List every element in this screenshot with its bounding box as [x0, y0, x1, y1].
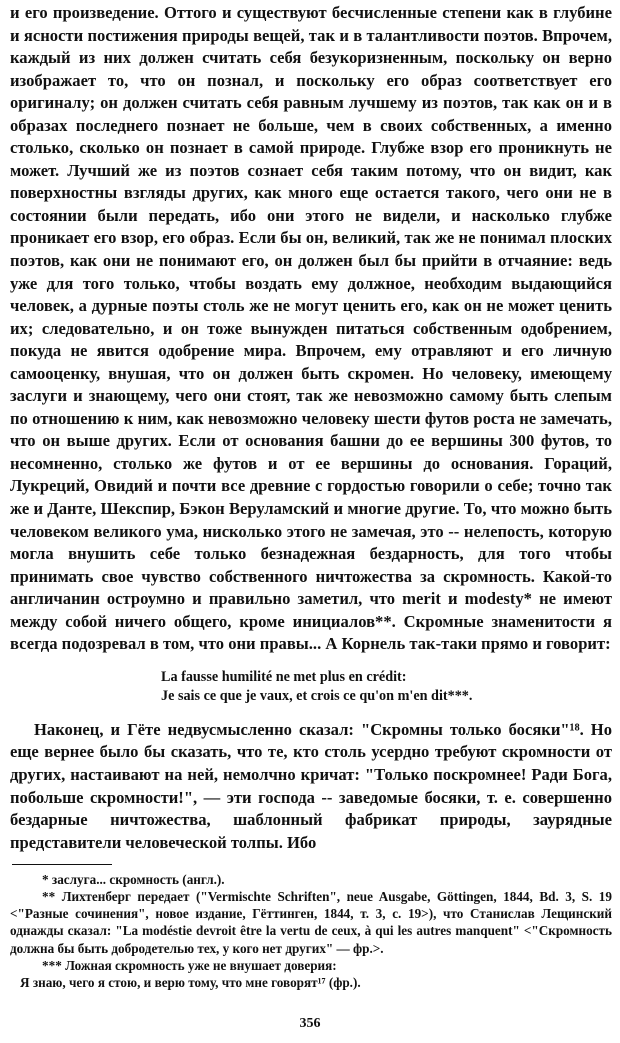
footnote-2: ** Лихтенберг передает ("Vermischte Schriften", neue Ausgabe, Göttingen, 1844, Bd. 3, S. 19 <"Разные сочинения", новое издание, Гёттинген, 1844, т. 3, с. 19>), что Станислав Лещинский однажды сказал: "La modéstie devroit être la vertu de ceux, à qui les autres manquent" <"Скромность должна бы быть добродетелью тех, у кого нет других" — фр.>.: [10, 889, 612, 956]
quote-line-1: La fausse humilité ne met plus en crédit:: [161, 668, 407, 685]
main-text: [10, 2, 612, 854]
french-verse-quote: [161, 668, 612, 706]
footnotes: [10, 871, 612, 991]
body-paragraph-2: Наконец, и Гёте недвусмысленно сказал: "Скромны только босяки"¹⁸. Но еще вернее было бы сказать, что те, кто столь усердно требуют скромности от других, настаивают на ней, немолчно кричат: "Только поскромнее! Ради Бога, побольше скромности!", — эти господа -- заведомые босяки, т. е. совершенно бездарные ничтожества, шаблонный фабрикат природы, заурядные представители человеческой толпы. Ибо: [10, 719, 612, 852]
footnote-3-translation: Я знаю, чего я стою, и верю тому, что мне говорят¹⁷ (фр.).: [20, 974, 361, 990]
footnote-1: * заслуга... скромность (англ.).: [42, 872, 225, 888]
footnote-divider: [12, 864, 112, 865]
body-paragraph-1: и его произведение. Оттого и существуют бесчисленные степени как в глубине и ясности постижения природы вещей, так и в талантливости поэтов. Впрочем, каждый из них должен считать себя безукоризненным, поскольку он верно изображает то, что он познал, и поскольку его образ соответствует его оригиналу; он должен считать себя равным лучшему из поэтов, так как он и в образах последнего познает не больше, чем в своих собственных, а именно столько, сколько он познает в самой природе. Глубже взор его проникнуть не может. Лучший же из поэтов сознает себя таким потому, что он видит, как поверхностны взгляды других, как много еще остается такого, чего они не в состоянии были передать, ибо они этого не видели, и насколько глубже проникает его взор, его образ. Если бы он, великий, так же не понимал плоских поэтов, как они не понимают его, он должен был бы прийти в отчаяние: ведь уже для того только, чтобы воздать ему должное, необходим выдающийся человек, а дурные поэты столь же не могут ценить его, как он не может ценить их; следовательно, и он тоже вынужден питаться собственным одобрением, покуда не явится одобрение мира. Впрочем, ему отравляют и его личную самооценку, внушая, что он должен быть скромен. Но человеку, имеющему заслуги и знающему, чего они стоят, так же невозможно самому быть слепым по отношению к ним, как невозможно человеку шести футов роста не замечать, что он выше других. Если от основания башни до ее вершины 300 футов, то несомненно, столько же футов и от ее вершины до основания. Гораций, Лукреций, Овидий и почти все древние с гордостью говорили о себе; точно так же и Данте, Шекспир, Бэкон Веруламский и многие другие. То, что можно быть человеком великого ума, нисколько этого не замечая, это -- нелепость, которую могла внушить себе только безнадежная бездарность, для того чтобы принимать свое чувство собственного ничтожества за скромность. Какой-то англичанин остроумно и правильно заметил, что merit и modesty* не имеют между собой ничего общего, кроме инициалов**. Скромные знаменитости я всегда подозревал в том, что они правы... А Корнель так-таки прямо и говорит:: [10, 3, 612, 654]
quote-line-2: Je sais ce que je vaux, et crois ce qu'on m'en dit***.: [161, 687, 473, 704]
page-number: 356: [299, 1016, 321, 1031]
footnote-3: *** Ложная скромность уже не внушает доверия:: [42, 957, 337, 973]
